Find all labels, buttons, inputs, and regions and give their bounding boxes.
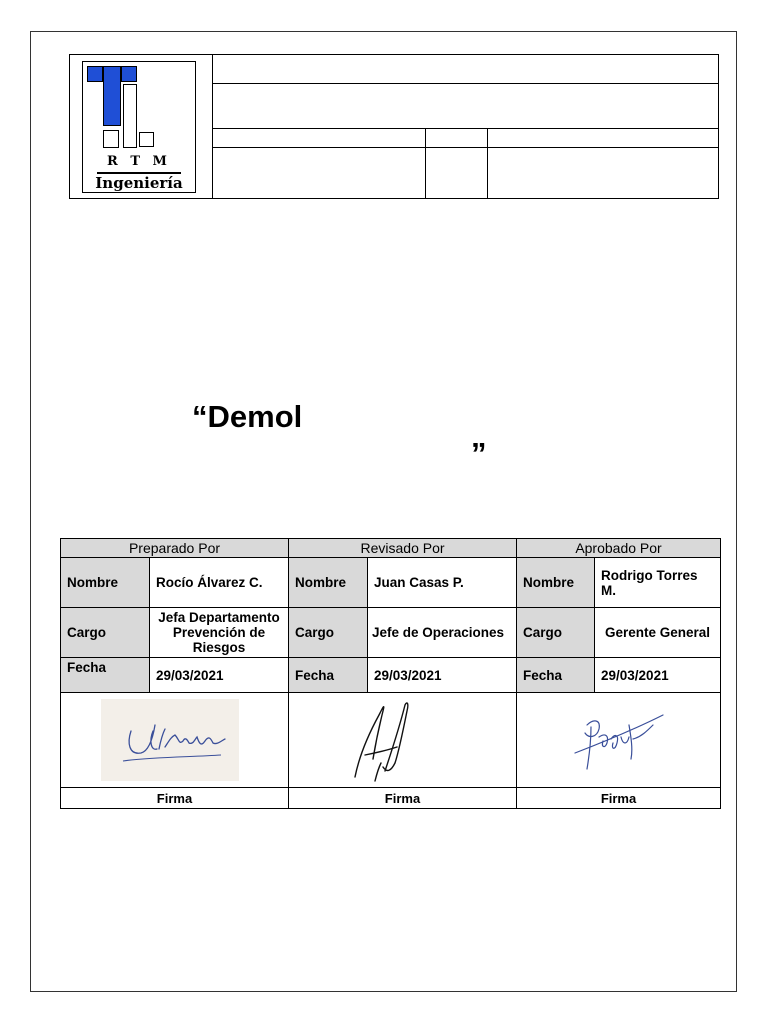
reviewed-by-heading: Revisado Por xyxy=(289,539,517,558)
document-title-close-quote: ” xyxy=(471,436,487,471)
prepared-by-signature xyxy=(101,699,239,781)
reviewed-by-signature-cell xyxy=(289,693,517,788)
logo-blue-stem xyxy=(103,66,121,126)
nombre-label: Nombre xyxy=(289,558,368,608)
logo-white-stem xyxy=(123,84,137,148)
approval-header-row xyxy=(61,539,721,558)
signature-row xyxy=(61,693,721,788)
logo-square-2 xyxy=(139,132,154,147)
logo-blue-left-block xyxy=(87,66,103,82)
approved-by-firma-label: Firma xyxy=(517,788,721,809)
cargo-label: Cargo xyxy=(61,608,150,658)
prepared-by-position: Jefa Departamento Prevención de Riesgos xyxy=(150,608,289,658)
cargo-label: Cargo xyxy=(517,608,595,658)
document-title: “Demol xyxy=(192,399,303,434)
logo-company-name: Ingeniería xyxy=(95,174,183,192)
cargo-label: Cargo xyxy=(289,608,368,658)
document-header xyxy=(69,54,719,199)
header-line-2 xyxy=(213,128,718,129)
approved-by-signature-cell xyxy=(517,693,721,788)
nombre-label: Nombre xyxy=(61,558,150,608)
nombre-row xyxy=(61,558,721,608)
prepared-by-date: 29/03/2021 xyxy=(150,658,289,693)
nombre-label: Nombre xyxy=(517,558,595,608)
approved-by-signature xyxy=(571,703,671,779)
header-divider-2 xyxy=(487,128,488,198)
fecha-label: Fecha xyxy=(517,658,595,693)
approved-by-date: 29/03/2021 xyxy=(595,658,721,693)
logo-square-1 xyxy=(103,130,119,148)
approved-by-position: Gerente General xyxy=(595,608,721,658)
fecha-row xyxy=(61,658,721,693)
header-line-1 xyxy=(213,83,718,84)
header-line-3 xyxy=(213,147,718,148)
fecha-label: Fecha xyxy=(61,658,150,693)
reviewed-by-date: 29/03/2021 xyxy=(368,658,517,693)
approved-by-heading: Aprobado Por xyxy=(517,539,721,558)
prepared-by-heading: Preparado Por xyxy=(61,539,289,558)
firma-row xyxy=(61,788,721,809)
approval-table xyxy=(60,538,721,809)
logo-cell xyxy=(70,55,213,198)
logo-letters: R T M xyxy=(107,154,171,169)
prepared-by-firma-label: Firma xyxy=(61,788,289,809)
fecha-label: Fecha xyxy=(289,658,368,693)
approved-by-name: Rodrigo Torres M. xyxy=(595,558,721,608)
header-divider-1 xyxy=(425,128,426,198)
prepared-by-signature-cell xyxy=(61,693,289,788)
prepared-by-name: Rocío Álvarez C. xyxy=(150,558,289,608)
reviewed-by-signature xyxy=(345,697,425,783)
reviewed-by-firma-label: Firma xyxy=(289,788,517,809)
reviewed-by-position: Jefe de Operaciones xyxy=(368,608,517,658)
cargo-row xyxy=(61,608,721,658)
company-logo xyxy=(82,61,196,193)
logo-blue-right-block xyxy=(121,66,137,82)
reviewed-by-name: Juan Casas P. xyxy=(368,558,517,608)
